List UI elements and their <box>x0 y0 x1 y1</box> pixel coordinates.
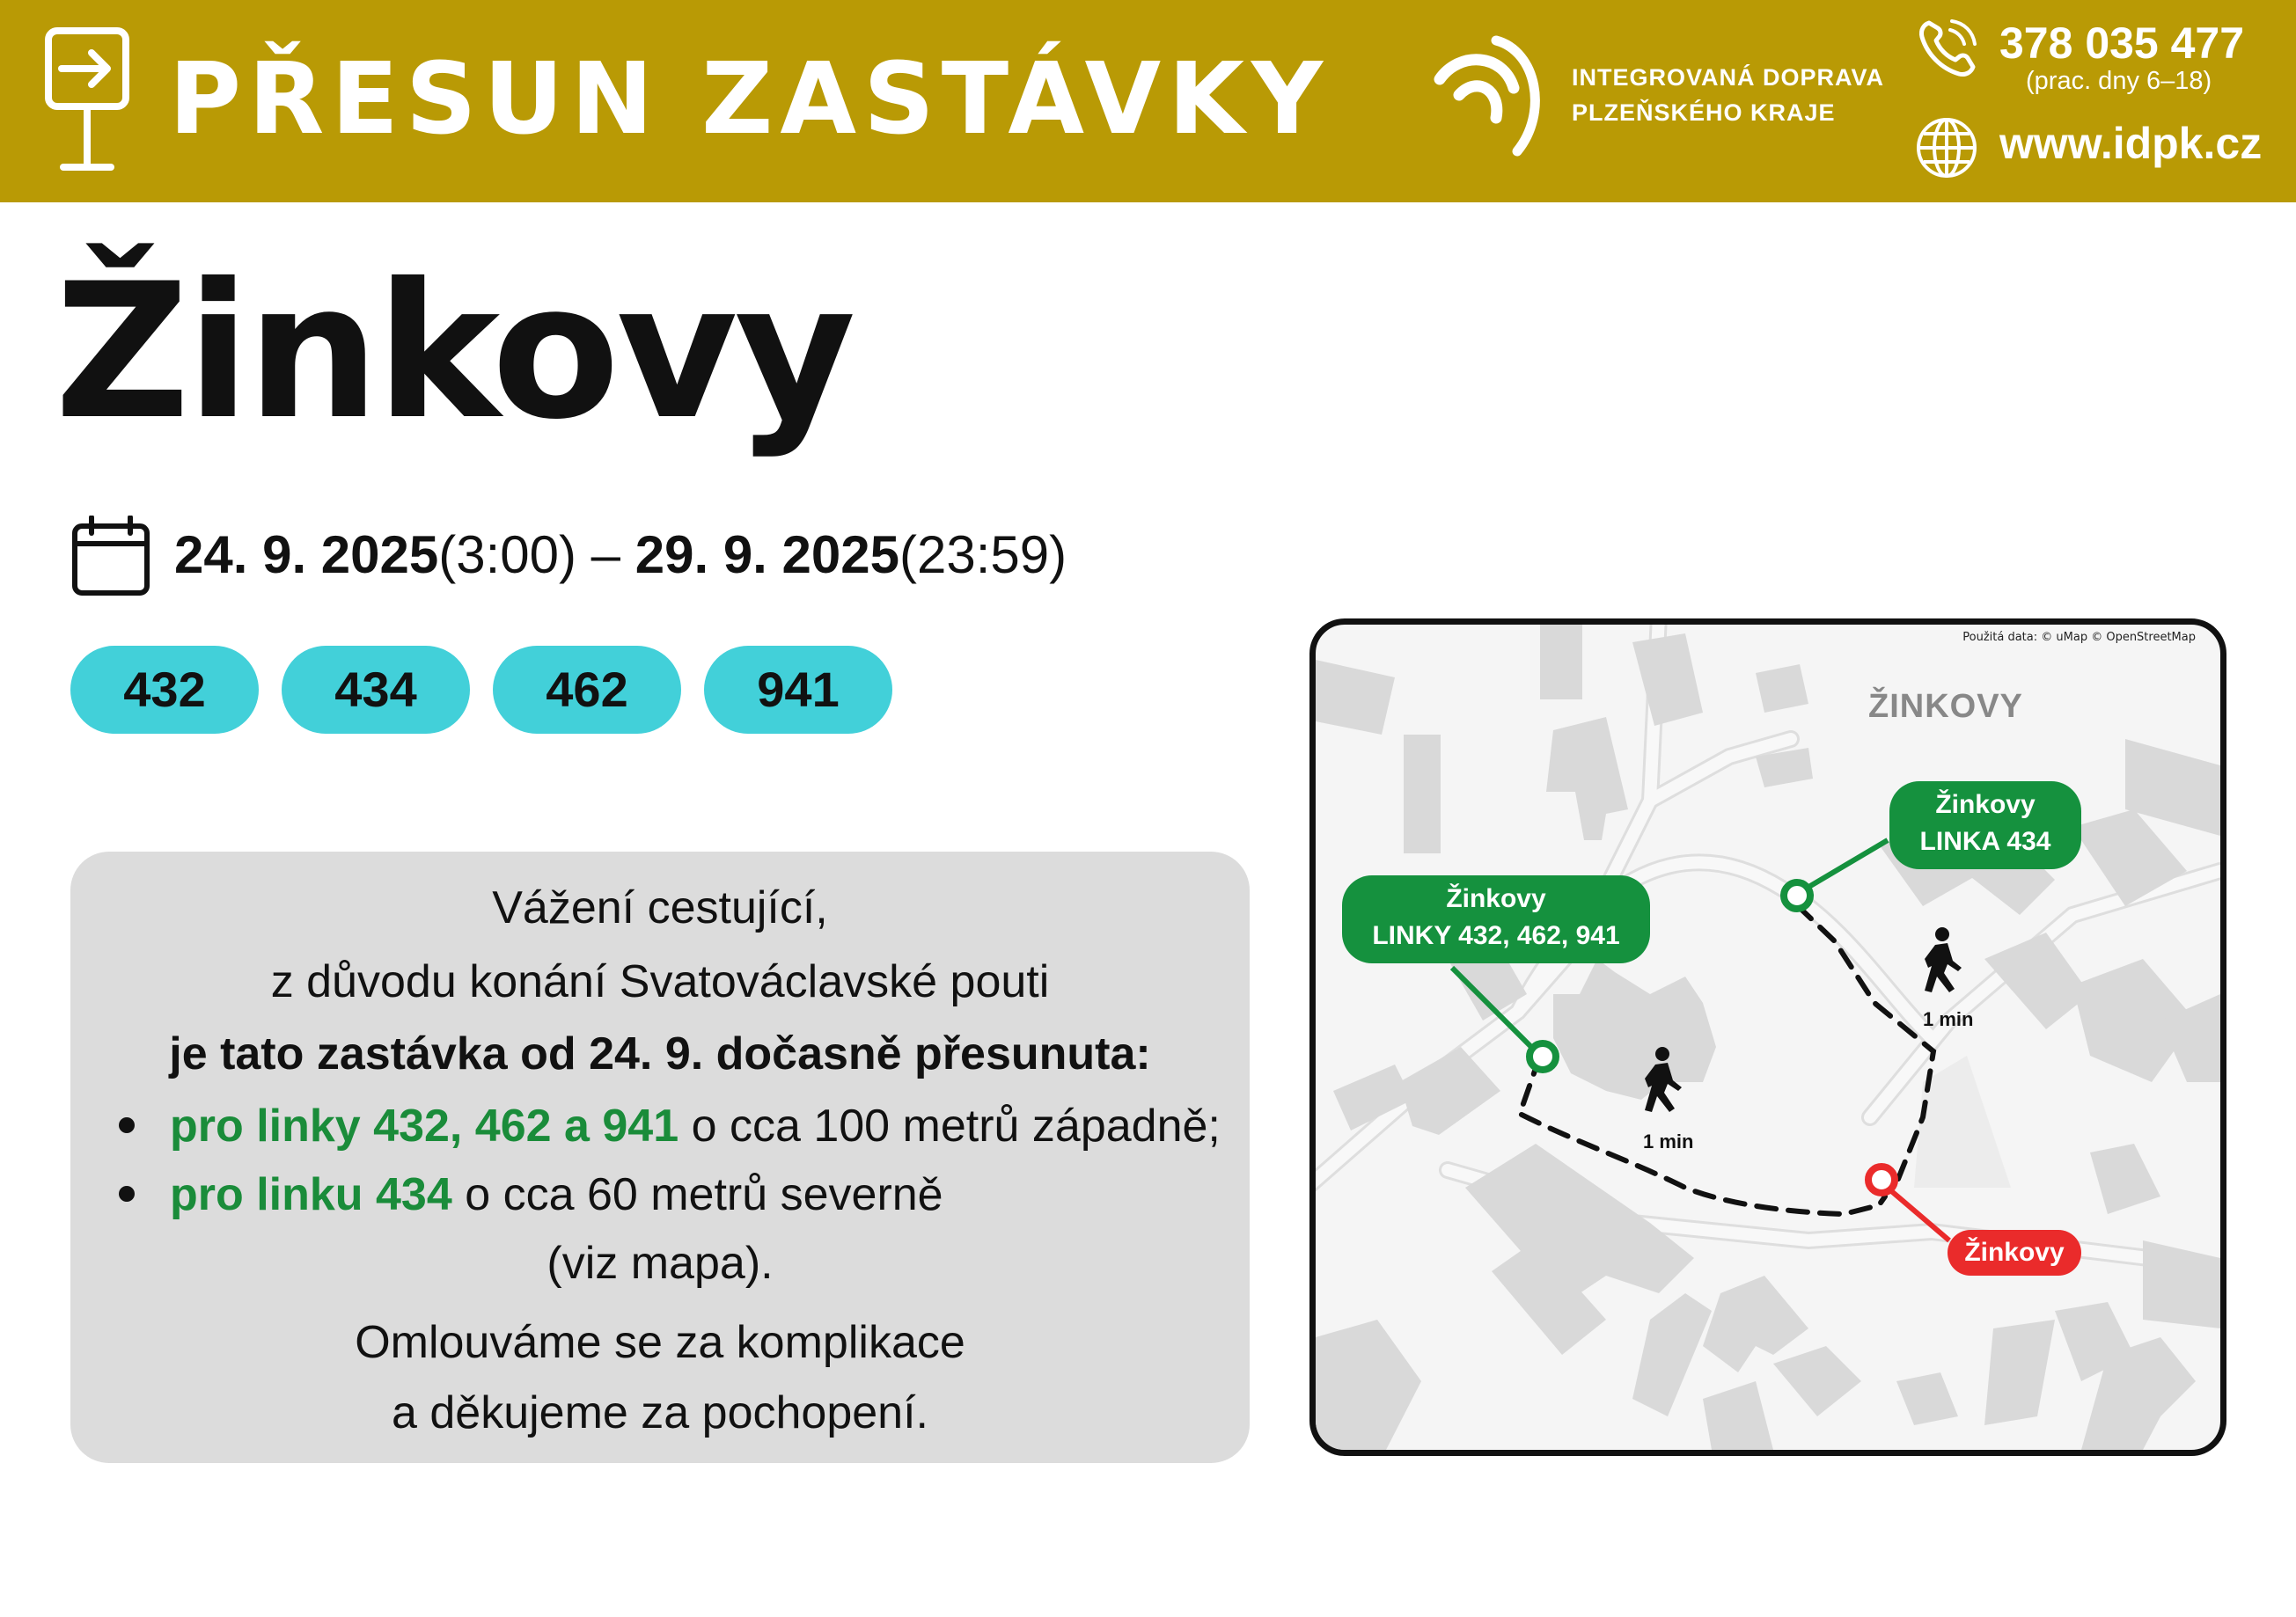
notice-greeting: Vážení cestující, <box>492 882 828 933</box>
signpost-icon <box>44 26 132 176</box>
line-badge-432: 432 <box>70 646 259 734</box>
bullet-icon <box>119 1186 135 1202</box>
organization-name <box>1572 60 1884 130</box>
globe-icon <box>1915 116 1978 179</box>
stop-marker-north[interactable] <box>1784 882 1810 909</box>
notice-box <box>70 852 1250 1463</box>
map-place-name: ŽINKOVY <box>1868 688 2023 725</box>
map-label-lines: LINKY 432, 462, 941 <box>1372 921 1620 950</box>
map-label-stop-name: Žinkovy <box>1446 884 1546 913</box>
organization-name-line-2: PLZEŇSKÉHO KRAJE <box>1572 99 1836 126</box>
walk-time-north: 1 min <box>1923 1008 1974 1030</box>
notice-item-north <box>119 1168 943 1221</box>
line-badge-434: 434 <box>282 646 470 734</box>
notice-item-west <box>119 1100 1221 1152</box>
notice-item-highlight: pro linku 434 <box>170 1169 452 1220</box>
phone-hours: (prac. dny 6–18) <box>2026 67 2212 95</box>
map-label-lines: LINKA 434 <box>1919 827 2051 856</box>
notice-apology: Omlouváme se za komplikace <box>355 1317 965 1368</box>
notice-item-text: o cca 60 metrů severně <box>451 1169 943 1220</box>
stop-name: Žinkovy <box>55 243 853 460</box>
calendar-icon <box>70 516 151 596</box>
map-label-temporary-west[interactable] <box>1342 875 1650 963</box>
stop-marker-west[interactable] <box>1529 1043 1556 1070</box>
line-badge-462: 462 <box>493 646 681 734</box>
phone-number[interactable]: 378 035 477 <box>1999 18 2245 68</box>
notice-headline: je tato zastávka od 24. 9. dočasně přesunuta: <box>169 1028 1151 1079</box>
idpk-logo <box>1433 33 1551 157</box>
line-badge-941: 941 <box>704 646 892 734</box>
stop-marker-original[interactable] <box>1868 1167 1895 1193</box>
stop-map[interactable] <box>1309 618 2226 1456</box>
map-attribution: Použitá data: © uMap © OpenStreetMap <box>1962 631 2196 644</box>
notice-reason: z důvodu konání Svatováclavské pouti <box>270 956 1050 1007</box>
date-separator: – <box>576 525 635 584</box>
page-header-title: PŘESUN ZASTÁVKY <box>169 42 1331 157</box>
notice-map-reference: (viz mapa). <box>546 1238 774 1289</box>
connector-north <box>1797 840 1888 894</box>
map-label-temporary-north[interactable] <box>1889 781 2081 869</box>
pedestrian-icon <box>1925 927 1962 992</box>
website-link[interactable]: www.idpk.cz <box>1999 119 2263 168</box>
time-from: (3:00) <box>438 525 577 584</box>
map-canvas <box>1316 625 2220 1450</box>
bullet-icon <box>119 1117 135 1133</box>
date-to: 29. 9. 2025 <box>635 525 899 584</box>
date-from: 24. 9. 2025 <box>174 525 439 584</box>
notice-item-highlight: pro linky 432, 462 a 941 <box>170 1101 679 1152</box>
phone-icon <box>1917 18 1978 79</box>
time-to: (23:59) <box>899 525 1067 584</box>
walk-time-west: 1 min <box>1643 1130 1694 1152</box>
header-bar <box>0 0 2296 202</box>
map-label-stop-name: Žinkovy <box>1935 790 2036 819</box>
notice-thanks: a děkujeme za pochopení. <box>392 1387 928 1438</box>
notice-item-text: o cca 100 metrů západně; <box>679 1101 1221 1152</box>
organization-name-line-1: INTEGROVANÁ DOPRAVA <box>1572 64 1885 91</box>
map-label-original-stop[interactable]: Žinkovy <box>1948 1230 2081 1276</box>
validity-period <box>174 524 1067 585</box>
